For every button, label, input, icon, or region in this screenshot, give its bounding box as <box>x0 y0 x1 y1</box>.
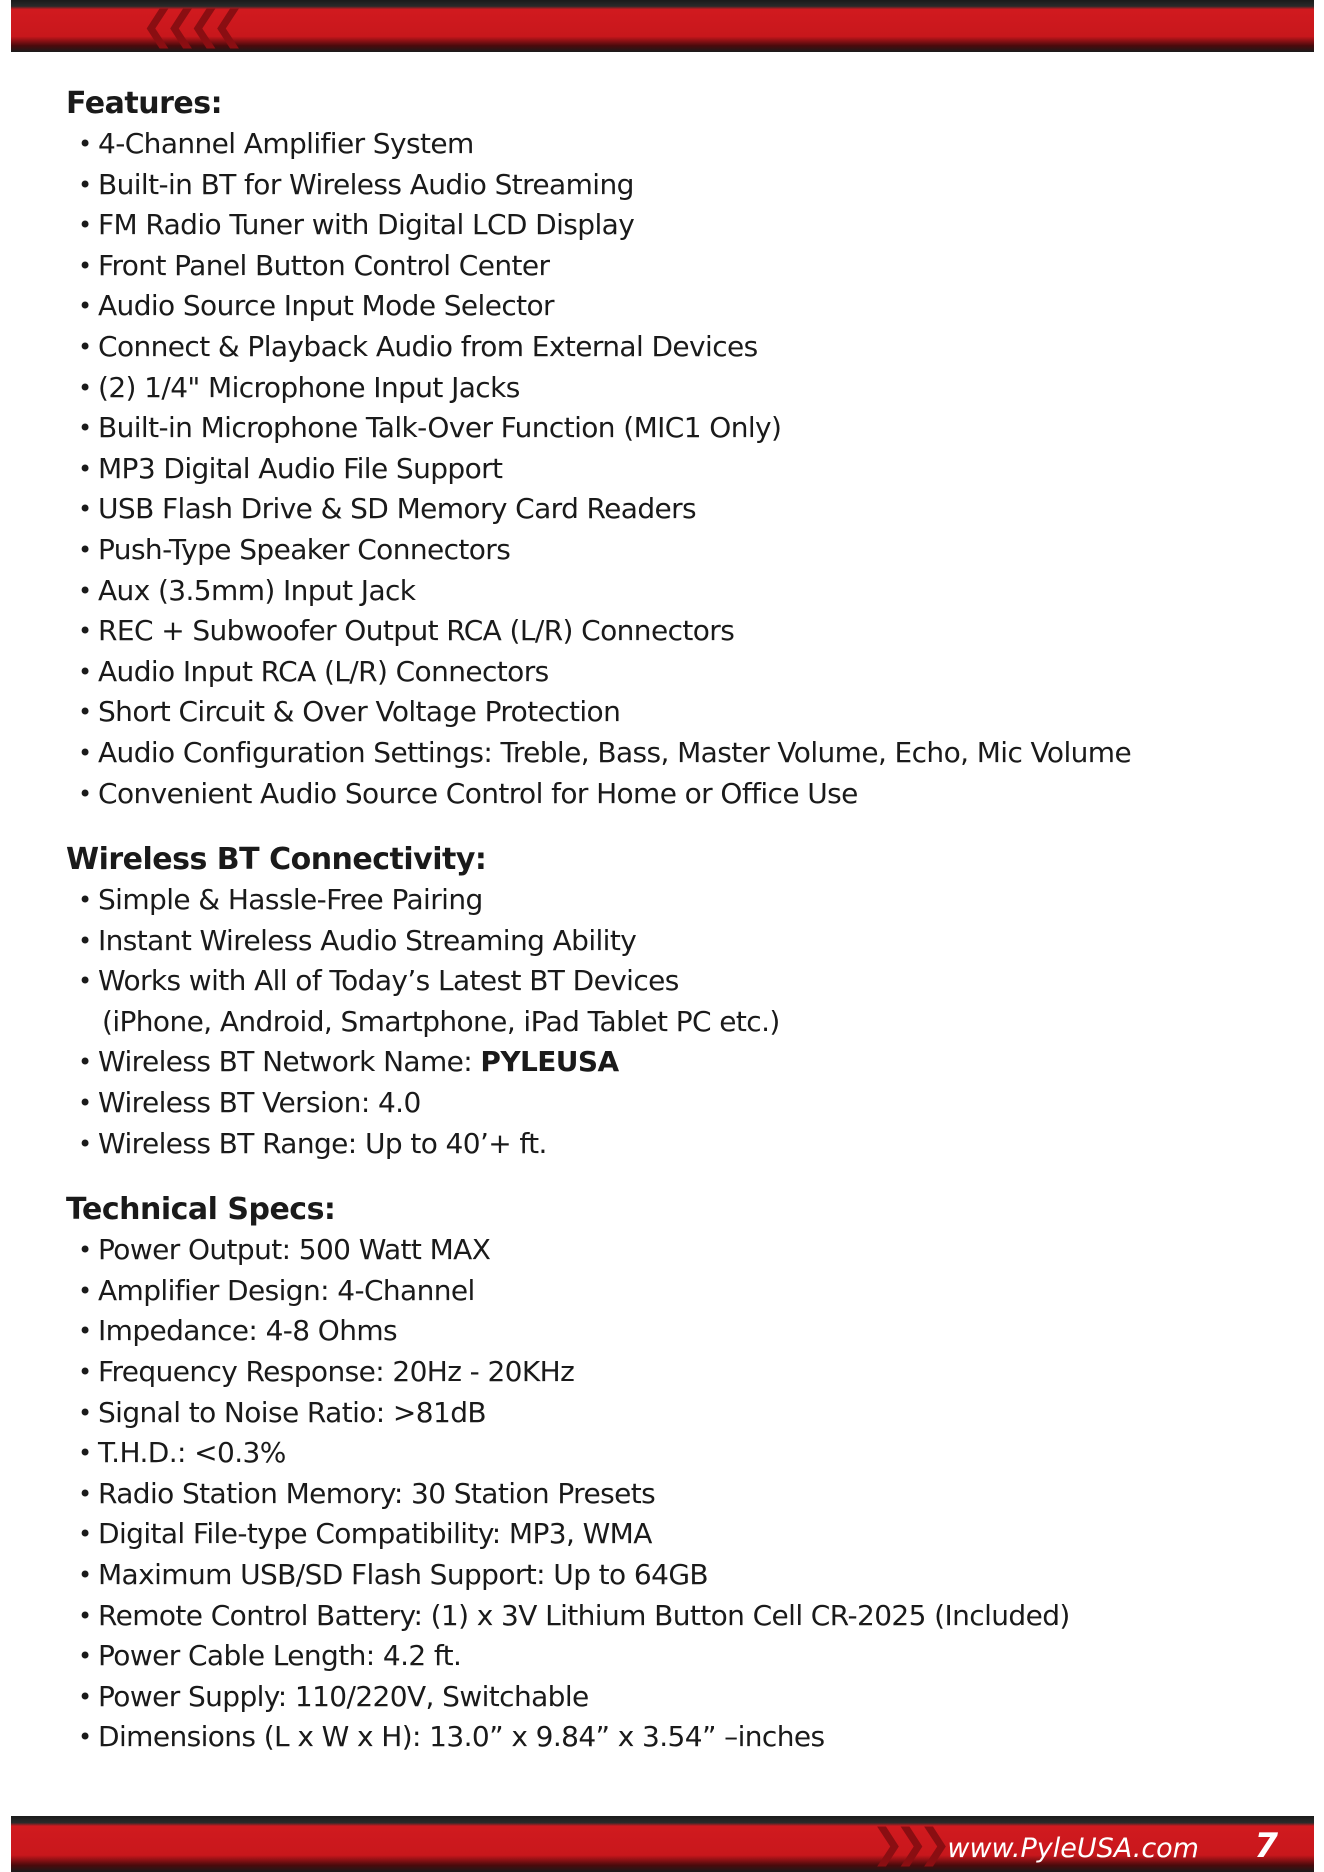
list-item-continuation: (iPhone, Android, Smartphone, iPad Tablet PC etc.) <box>102 1004 780 1038</box>
list-item: • Audio Configuration Settings: Treble, Bass, Master Volume, Echo, Mic Volume <box>78 733 1306 774</box>
bt-heading: Wireless BT Connectivity: <box>66 842 487 878</box>
list-item: • MP3 Digital Audio File Support <box>78 449 1306 490</box>
list-item: • Power Cable Length: 4.2 ft. <box>78 1636 1306 1677</box>
list-item: • Wireless BT Version: 4.0 <box>78 1083 1306 1124</box>
list-item: • Built-in BT for Wireless Audio Streaming <box>78 165 1306 206</box>
list-item: • (2) 1/4" Microphone Input Jacks <box>78 368 1306 409</box>
list-item: • Built-in Microphone Talk-Over Function (MIC1 Only) <box>78 408 1306 449</box>
list-item: • Audio Source Input Mode Selector <box>78 286 1306 327</box>
page-content <box>66 84 1306 1784</box>
list-item: • Remote Control Battery: (1) x 3V Lithium Button Cell CR-2025 (Included) <box>78 1596 1306 1637</box>
list-item: • Maximum USB/SD Flash Support: Up to 64GB <box>78 1555 1306 1596</box>
list-item: • Instant Wireless Audio Streaming Ability <box>78 921 1306 962</box>
list-item: • Aux (3.5mm) Input Jack <box>78 571 1306 612</box>
list-item: • T.H.D.: <0.3% <box>78 1433 1306 1474</box>
page-number: 7 <box>1254 1826 1278 1866</box>
list-item: • Signal to Noise Ratio: >81dB <box>78 1393 1306 1434</box>
list-item: • Power Output: 500 Watt MAX <box>78 1230 1306 1271</box>
list-item: • Connect & Playback Audio from External Devices <box>78 327 1306 368</box>
list-item: • REC + Subwoofer Output RCA (L/R) Connectors <box>78 611 1306 652</box>
list-item: • Dimensions (L x W x H): 13.0” x 9.84” x 3.54” –inches <box>78 1717 1306 1758</box>
list-item: • Audio Input RCA (L/R) Connectors <box>78 652 1306 693</box>
features-section <box>66 84 1306 814</box>
network-name-value: PYLEUSA <box>480 1045 619 1079</box>
list-item: • Digital File-type Compatibility: MP3, WMA <box>78 1514 1306 1555</box>
network-name-label: Wireless BT Network Name: <box>98 1045 481 1079</box>
chevron-right-icon: ❯❯❯ <box>871 1821 942 1867</box>
list-item: • Wireless BT Range: Up to 40’+ ft. <box>78 1124 1306 1165</box>
list-item: • Convenient Audio Source Control for Home or Office Use <box>78 774 1306 815</box>
list-item: • Simple & Hassle-Free Pairing <box>78 880 1306 921</box>
list-item: • Impedance: 4-8 Ohms <box>78 1311 1306 1352</box>
bt-section <box>66 840 1306 1164</box>
list-item: • Power Supply: 110/220V, Switchable <box>78 1677 1306 1718</box>
header-band <box>11 0 1314 52</box>
list-item: • Frequency Response: 20Hz - 20KHz <box>78 1352 1306 1393</box>
list-item: • Works with All of Today’s Latest BT Devices <box>78 961 1306 1002</box>
list-item: • Front Panel Button Control Center <box>78 246 1306 287</box>
list-item <box>78 1042 1306 1083</box>
list-item: • Short Circuit & Over Voltage Protection <box>78 692 1306 733</box>
specs-heading: Technical Specs: <box>66 1192 336 1228</box>
website-url: www.PyleUSA.com <box>947 1833 1199 1864</box>
specs-list <box>66 1230 1306 1758</box>
specs-section <box>66 1190 1306 1758</box>
features-heading: Features: <box>66 86 223 121</box>
list-item: • 4-Channel Amplifier System <box>78 124 1306 165</box>
features-list <box>66 124 1306 814</box>
footer-band <box>11 1816 1314 1872</box>
list-item: • USB Flash Drive & SD Memory Card Readers <box>78 489 1306 530</box>
chevron-left-icon: ❮❮❮❮ <box>141 3 236 49</box>
bt-list <box>66 880 1306 1164</box>
list-item: • FM Radio Tuner with Digital LCD Display <box>78 205 1306 246</box>
list-item: • Amplifier Design: 4-Channel <box>78 1271 1306 1312</box>
list-item: • Radio Station Memory: 30 Station Presets <box>78 1474 1306 1515</box>
list-item: • Push-Type Speaker Connectors <box>78 530 1306 571</box>
